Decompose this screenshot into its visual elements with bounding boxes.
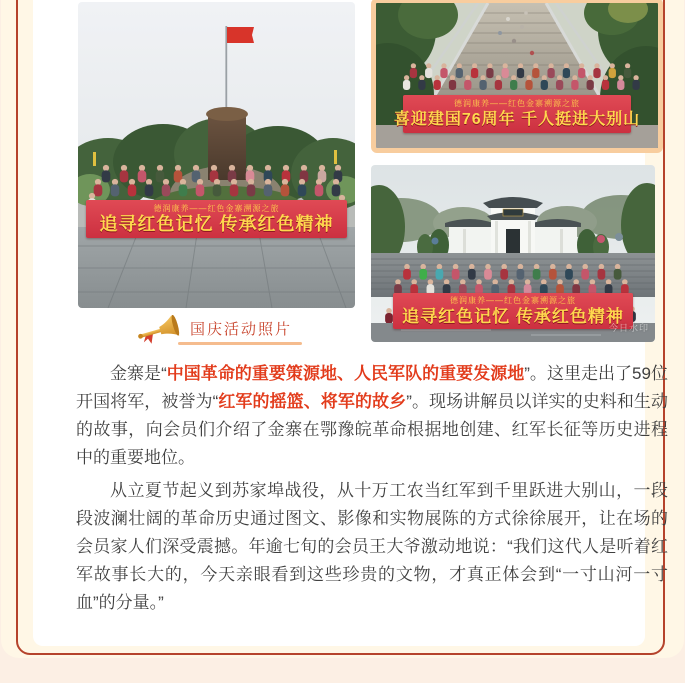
banner-subtitle: 德润康养——红色金寨溯源之旅 xyxy=(153,203,280,213)
banner-stairs xyxy=(393,95,641,133)
p1-text-2: ”。这里走出了59位开国将军，被誉为“ xyxy=(76,364,668,411)
banner-title: 追寻红色记忆 传承红色精神 xyxy=(402,306,624,326)
photo-stairs-group[interactable] xyxy=(371,0,663,153)
banner-subtitle: 德润康养——红色金寨溯源之旅 xyxy=(454,98,580,108)
flag-monument-illustration xyxy=(78,2,355,308)
photo-memorial-group[interactable] xyxy=(371,165,655,342)
banner-subtitle: 德润康养——红色金寨溯源之旅 xyxy=(450,295,576,305)
banner-title: 喜迎建国76周年 千人挺进大别山 xyxy=(393,110,641,128)
p1-text-1: 金寨是“ xyxy=(110,364,167,383)
red-flag xyxy=(227,27,254,43)
photo-flag-monument[interactable] xyxy=(78,2,355,308)
caption-underline xyxy=(178,342,302,345)
photo-watermark: 今日水印 xyxy=(608,323,649,333)
banner-title: 追寻红色记忆 传承红色精神 xyxy=(99,213,334,234)
article-paragraph-1 xyxy=(76,360,668,472)
horn-icon xyxy=(136,315,180,345)
caption-row xyxy=(136,315,292,349)
caption-label: 国庆活动照片 xyxy=(190,321,293,338)
banner-memorial xyxy=(393,293,633,329)
article-paragraph-2: 从立夏节起义到苏家埠战役，从十万工农当红军到千里跃进大别山，一段段波澜壮阔的革命历史通过图文、影像和实物展陈的方式徐徐展开，让在场的会员家人们深受震撼。年逾七旬的会员王大爷激动地说：“我们这代人是听着红军故事长大的，今天亲眼看到这些珍贵的文物，才真正体会到“一寸山河一寸血”的分量。” xyxy=(76,481,668,612)
p1-highlight-1: 中国革命的重要策源地、人民军队的重要发源地 xyxy=(166,364,525,383)
p1-text-3: ”。现场讲解员以详实的史料和生动的故事，向会员们介绍了金寨在鄂豫皖革命根据地创建、红军长征等历史进程中的重要地位。 xyxy=(76,392,669,467)
article-body xyxy=(76,360,668,617)
banner-flag-monument xyxy=(86,200,347,238)
content-card xyxy=(33,0,669,646)
p1-highlight-2: 红军的摇篮、将军的故乡 xyxy=(218,392,407,411)
